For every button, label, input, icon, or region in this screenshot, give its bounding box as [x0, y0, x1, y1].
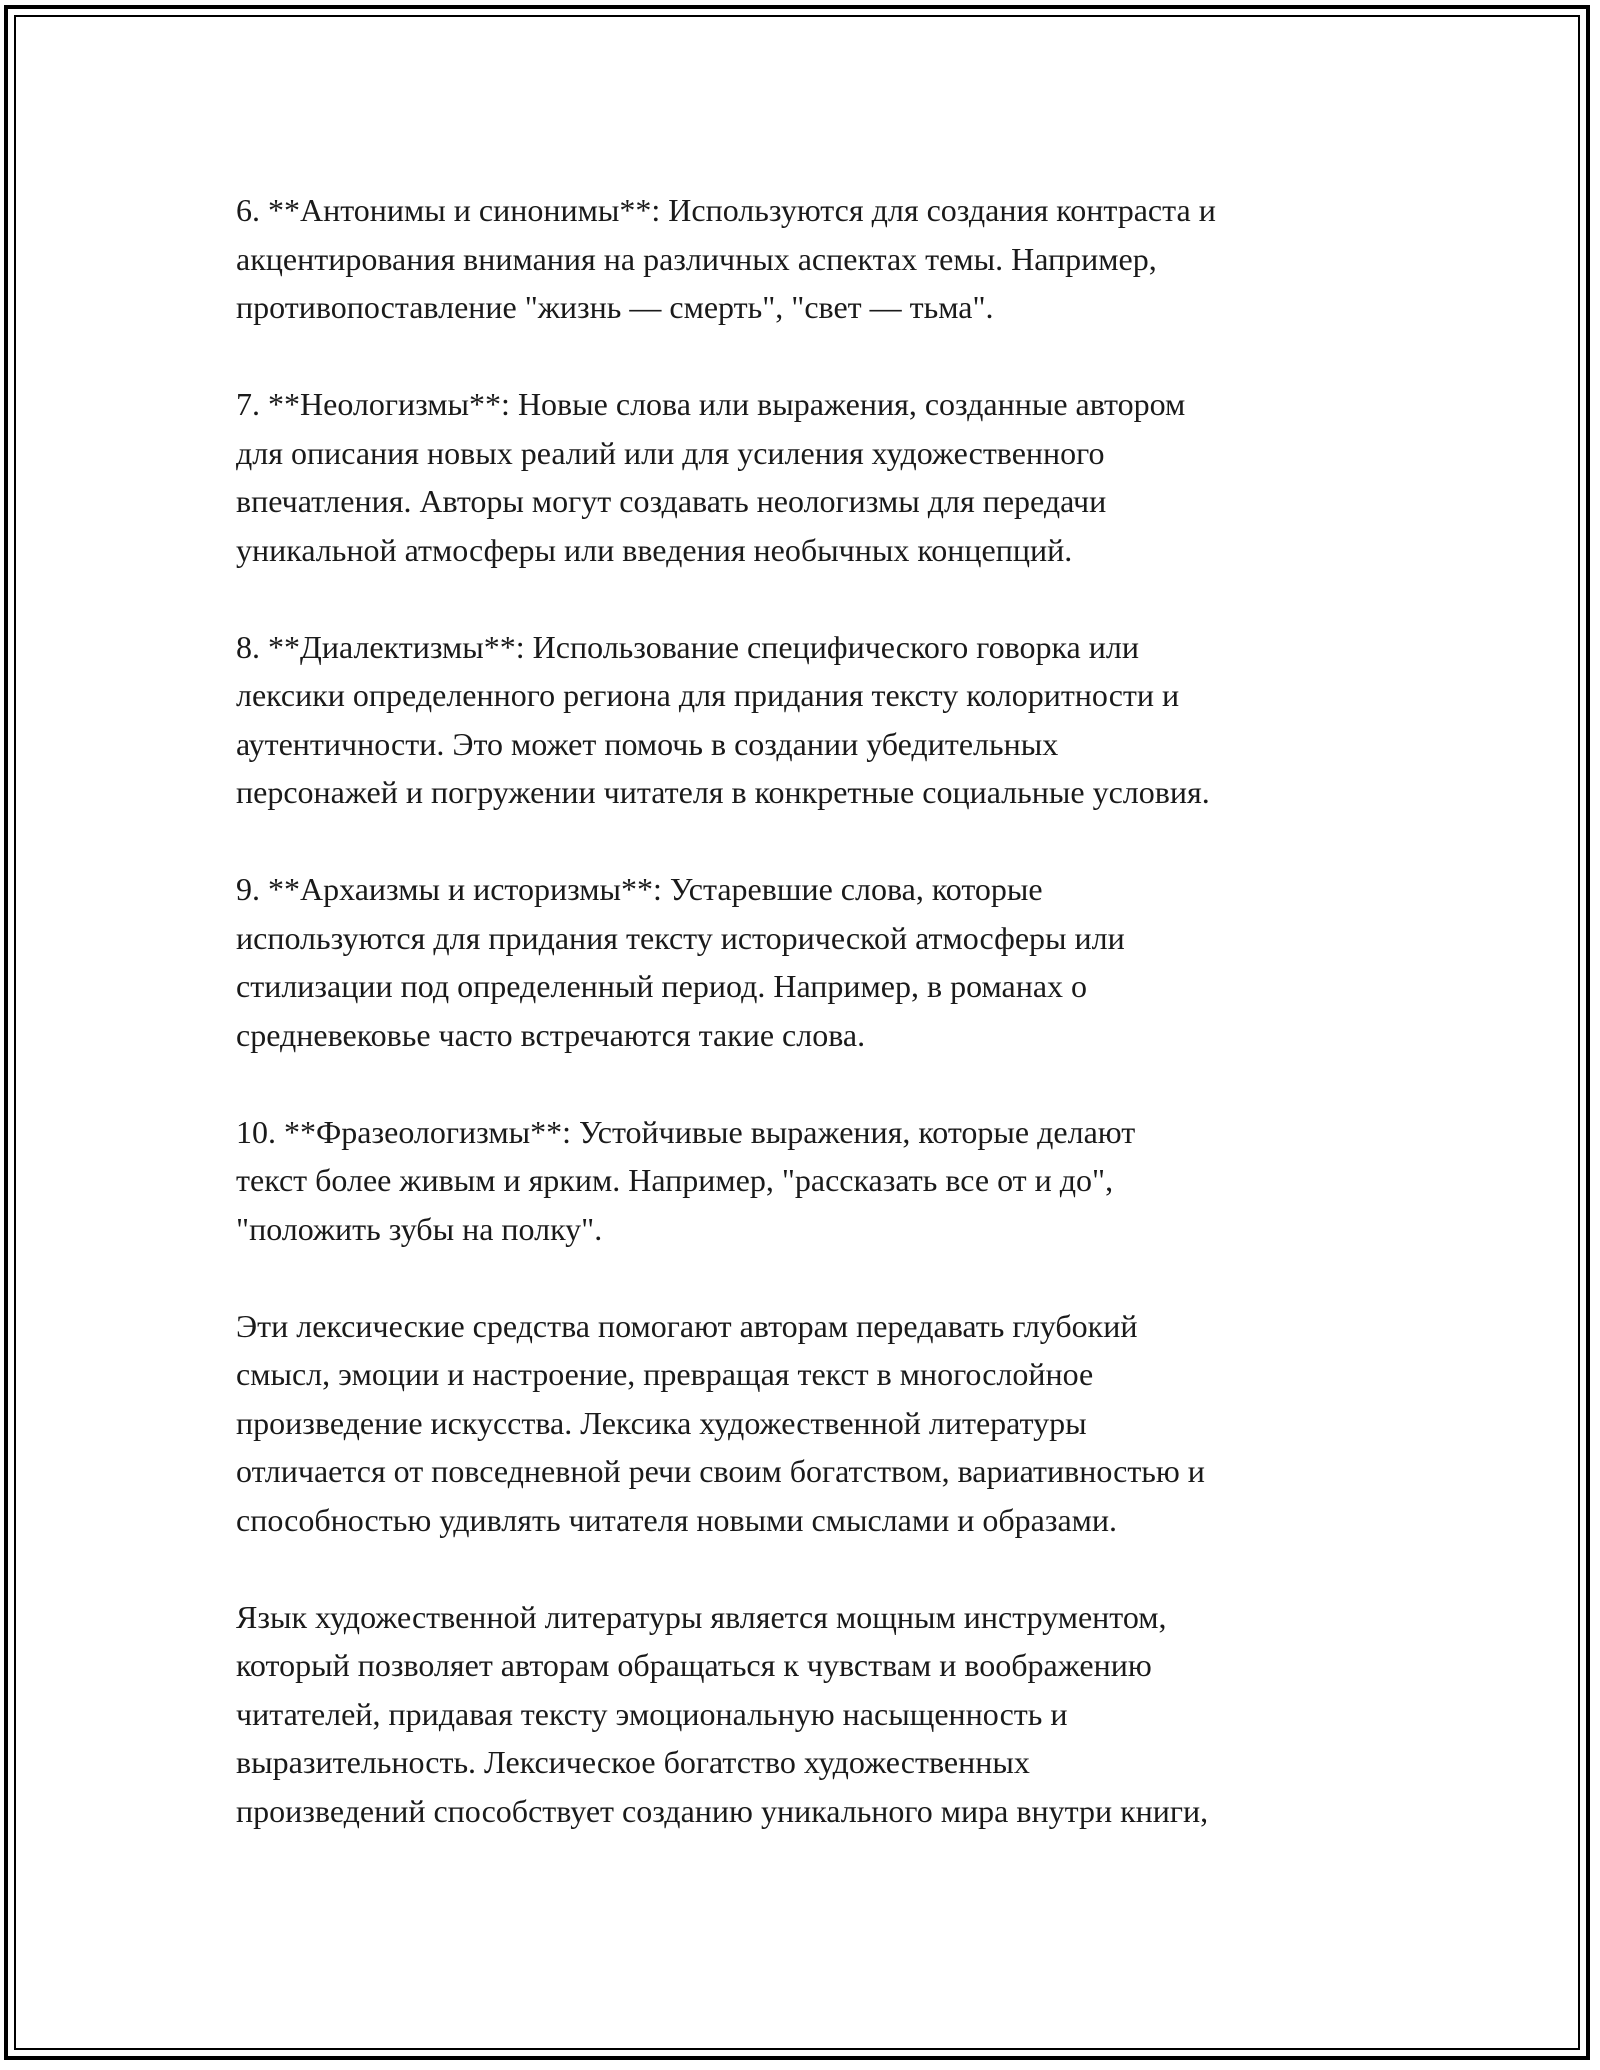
text-line: произведений способствует созданию уникального мира внутри книги,	[236, 1792, 1209, 1829]
text-line: отличается от повседневной речи своим богатством, вариативностью и	[236, 1453, 1205, 1489]
text-line: текст более живым и ярким. Например, "рассказать все от и до",	[236, 1162, 1114, 1198]
text-line: аутентичности. Это может помочь в создании убедительных	[236, 725, 1059, 762]
paragraph-summary	[236, 1302, 1376, 1545]
text-line: используются для придания тексту исторической атмосферы или	[236, 919, 1125, 956]
paragraph-archaisms	[236, 865, 1376, 1059]
text-line: "положить зубы на полку".	[236, 1210, 603, 1247]
text-line: лексики определенного региона для придания тексту колоритности и	[236, 677, 1180, 713]
text-line: выразительность. Лексическое богатство художественных	[236, 1744, 1030, 1780]
text-line: противопоставление "жизнь — смерть", "свет — тьма".	[236, 289, 994, 325]
text-line: стилизации под определенный период. Например, в романах о	[236, 968, 1088, 1004]
text-line: уникальной атмосферы или введения необычных концепций.	[236, 531, 1073, 568]
text-line: произведение искусства. Лексика художественной литературы	[236, 1404, 1087, 1441]
text-line: 9. **Архаизмы и историзмы**: Устаревшие слова, которые	[236, 871, 1043, 907]
text-line: Эти лексические средства помогают авторам передавать глубокий	[236, 1307, 1138, 1344]
text-line: способностью удивлять читателя новыми смыслами и образами.	[236, 1501, 1118, 1538]
text-line: персонажей и погружении читателя в конкретные социальные условия.	[236, 774, 1210, 810]
paragraph-language-of-fiction	[236, 1593, 1376, 1836]
text-line: читателей, придавая тексту эмоциональную насыщенность и	[236, 1695, 1068, 1732]
paragraph-dialectisms	[236, 623, 1376, 817]
text-line: Язык художественной литературы является мощным инструментом,	[236, 1598, 1167, 1635]
paragraph-phraseologisms	[236, 1108, 1376, 1254]
text-line: для описания новых реалий или для усиления художественного	[236, 434, 1105, 471]
paragraph-antonyms-synonyms	[236, 186, 1376, 332]
text-line: средневековье часто встречаются такие слова.	[236, 1016, 866, 1053]
text-line: 6. **Антонимы и синонимы**: Используются для создания контраста и	[236, 192, 1216, 228]
text-line: 10. **Фразеологизмы**: Устойчивые выражения, которые делают	[236, 1113, 1136, 1150]
text-line: акцентирования внимания на различных аспектах темы. Например,	[236, 240, 1157, 277]
text-line: смысл, эмоции и настроение, превращая текст в многослойное	[236, 1356, 1094, 1392]
document-body	[236, 186, 1376, 1884]
paragraph-neologisms	[236, 380, 1376, 574]
text-line: 8. **Диалектизмы**: Использование специфического говорка или	[236, 628, 1139, 665]
text-line: который позволяет авторам обращаться к чувствам и воображению	[236, 1647, 1152, 1683]
text-line: впечатления. Авторы могут создавать неологизмы для передачи	[236, 483, 1107, 519]
text-line: 7. **Неологизмы**: Новые слова или выражения, созданные автором	[236, 386, 1186, 422]
